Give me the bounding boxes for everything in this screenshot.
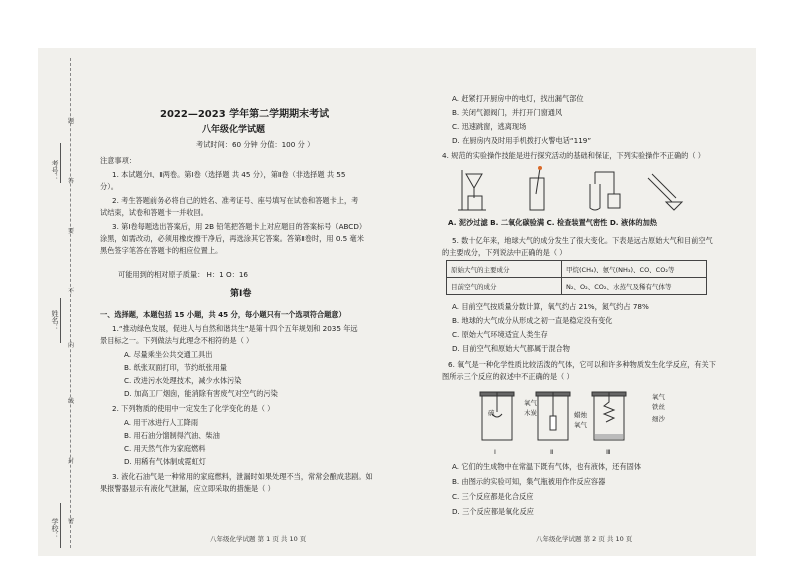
q6-gas-jar-figure — [478, 386, 658, 448]
exam-subtitle: 八年级化学试题 — [202, 125, 266, 135]
q1-stem: 1.“推动绿色发展，促进人与自然和谐共生”是第十四个五年规划和 2035 年远 — [112, 324, 358, 333]
table-cell: N₂、O₂、CO₂、水蒸气及稀有气体等 — [562, 278, 707, 295]
seal-mark: 线 — [68, 398, 75, 405]
page-2 — [418, 48, 748, 556]
q3-stem: 果报警器显示有液化气泄漏，应立即采取的措施是（ ） — [100, 484, 275, 493]
q6-option: D. 三个反应都是氧化反应 — [452, 507, 534, 516]
q5-option: A. 目前空气按质量分数计算，氧气约占 21%，氮气约占 78% — [452, 302, 649, 311]
filter-funnel — [466, 174, 482, 188]
seal-mark: 题 — [68, 118, 75, 125]
q6-stem: 6. 氧气是一种化学性质比较活泼的气体，它可以和许多种物质发生化学反应，有关下 — [448, 360, 716, 369]
alcohol-lamp — [666, 202, 682, 210]
figure-numeral: Ⅲ — [606, 448, 611, 456]
q6-option: A. 它们的生成物中在常温下既有气体，也有液体，还有固体 — [452, 462, 642, 471]
note-line: 涂黑，如需改动，必须用橡皮擦干净后，再选涂其它答案。答第Ⅱ卷时，用 0.5 毫米 — [100, 234, 364, 243]
name-line — [60, 298, 61, 343]
q6-option: C. 三个反应都是化合反应 — [452, 492, 534, 501]
figure-numeral: Ⅱ — [550, 448, 554, 456]
name-label: 姓名： — [51, 310, 59, 331]
test-tube — [590, 184, 600, 210]
seal-mark: 密 — [68, 518, 75, 525]
figure-numeral: Ⅰ — [494, 448, 496, 456]
figure-label: 细沙 — [652, 415, 665, 423]
q5-stem: 的主要成分，下列说法中正确的是（ ） — [442, 248, 567, 257]
volume-title: 第Ⅰ卷 — [230, 289, 252, 299]
time-score: 考试时间：60 分钟 分值：100 分 ） — [196, 140, 315, 149]
note-line: 2. 考生答题前务必将自己的姓名、准考证号、座号填写在试卷和答题卡上，考 — [112, 196, 359, 205]
exam-sheet — [38, 48, 756, 556]
seal-mark: 封 — [68, 458, 75, 465]
atmosphere-table — [446, 260, 707, 295]
q3-stem: 3. 液化石油气是一种常用的家庭燃料，泄漏时如果处理不当，常常会酿成悲剧。如 — [112, 472, 373, 481]
figure-label: 铁丝 — [652, 403, 665, 411]
q3-option: B. 关闭气源阀门，并打开门窗通风 — [452, 108, 563, 117]
q2-option: B. 用石油分馏制得汽油、柴油 — [124, 431, 220, 440]
seal-mark: 答 — [68, 178, 75, 185]
q4-apparatus-figures — [452, 164, 702, 214]
seal-line — [70, 58, 71, 548]
filter-beaker — [468, 196, 482, 210]
q2-option: A. 用干冰进行人工降雨 — [124, 418, 199, 427]
school-label: 学校： — [51, 518, 59, 539]
note-line: 分）。 — [100, 182, 118, 191]
candle — [550, 416, 556, 430]
q2-option: D. 用稀有气体制成霓虹灯 — [124, 457, 206, 466]
q5-option: B. 地球的大气成分从形成之初一直是稳定没有变化 — [452, 316, 613, 325]
table-cell: 原始大气的主要成分 — [447, 261, 562, 278]
q3-option: A. 赶紧打开厨房中的电灯，找出漏气部位 — [452, 94, 584, 103]
notes-heading: 注意事项： — [100, 156, 136, 165]
figure-label: 氧气 — [574, 421, 587, 429]
page-1 — [98, 48, 398, 556]
burning-stick — [536, 168, 540, 194]
note-line: 1. 本试题分Ⅰ、Ⅱ两卷。第Ⅰ卷（选择题 共 45 分），第Ⅱ卷（非选择题 共 55 — [112, 170, 346, 179]
q3-option: D. 在厨房内及时用手机拨打火警电话“119” — [452, 136, 592, 145]
school-line — [60, 503, 61, 548]
figure-label: 硫 — [488, 409, 495, 417]
q2-stem: 2. 下列物质的使用中一定发生了化学变化的是（ ） — [112, 404, 275, 413]
q1-option: D. 加高工厂烟囱，能消除有害废气对空气的污染 — [124, 389, 278, 398]
fine-sand — [595, 434, 623, 439]
table-row — [447, 261, 707, 278]
seal-mark: 要 — [68, 228, 75, 235]
water-beaker — [608, 194, 620, 208]
seal-mark: 不 — [68, 288, 75, 295]
q1-option: B. 纸张双面打印，节约纸张用量 — [124, 363, 227, 372]
q2-option: C. 用天然气作为家庭燃料 — [124, 444, 206, 453]
figure-label: 氧气 — [652, 393, 665, 401]
q5-option: C. 原始大气环境适宜人类生存 — [452, 330, 548, 339]
q4-stem: 4. 规范的实验操作技能是进行探究活动的基础和保证，下列实验操作不正确的（ ） — [442, 151, 705, 160]
q6-option: B. 由图示的实验可知，集气瓶被用作作反应容器 — [452, 477, 606, 486]
note-line: 黑色签字笔答在答题卡的相应位置上。 — [100, 246, 223, 255]
q1-option: A. 尽量乘坐公共交通工具出 — [124, 350, 213, 359]
exam-number-line — [60, 143, 61, 183]
table-cell: 甲烷(CH₄)、氨气(NH₃)、CO、CO₂等 — [562, 261, 707, 278]
page-footer: 八年级化学试题 第 1 页 共 10 页 — [210, 535, 307, 543]
seal-mark: 内 — [68, 342, 75, 349]
figure-label: 木炭 — [524, 409, 537, 417]
note-line: 3. 第Ⅰ卷每题选出答案后，用 2B 铅笔把答题卡上对应题目的答案标号（ABCD） — [112, 222, 367, 231]
q1-option: C. 改进污水处理技术，减少水体污染 — [124, 376, 242, 385]
table-cell: 目前空气的成分 — [447, 278, 562, 295]
figure-label: 蜡烛 — [574, 411, 587, 419]
note-line: 试结束，试卷和答题卡一并收回。 — [100, 208, 208, 217]
binding-margin — [38, 48, 80, 556]
table-row — [447, 278, 707, 295]
co2-bottle — [530, 178, 544, 210]
q3-option: C. 迅速跳窗，逃离现场 — [452, 122, 527, 131]
page-footer: 八年级化学试题 第 2 页 共 10 页 — [536, 535, 633, 543]
exam-number-label: 考号： — [51, 160, 59, 181]
section-heading: 一、选择题，本题包括 15 小题，共 45 分，每小题只有一个选项符合题意） — [100, 310, 346, 319]
figure-label: 氧气 — [524, 399, 537, 407]
q1-stem: 景目标之一。下列做法与此理念不相符的是（ ） — [100, 336, 254, 345]
q5-stem: 5. 数十亿年来，地球大气的成分发生了很大变化。下表是远古原始大气和目前空气 — [452, 236, 713, 245]
q4-options: A. 泥沙过滤 B. 二氧化碳验满 C. 检查装置气密性 D. 液体的加热 — [448, 218, 657, 227]
q5-option: D. 目前空气和原始大气都属于混合物 — [452, 344, 570, 353]
atomic-mass: 可能用到的相对原子质量： H：1 O：16 — [118, 270, 248, 279]
q6-stem: 图所示三个反应的叙述中不正确的是（ ） — [442, 372, 574, 381]
exam-title: 2022—2023 学年第二学期期末考试 — [160, 109, 330, 120]
